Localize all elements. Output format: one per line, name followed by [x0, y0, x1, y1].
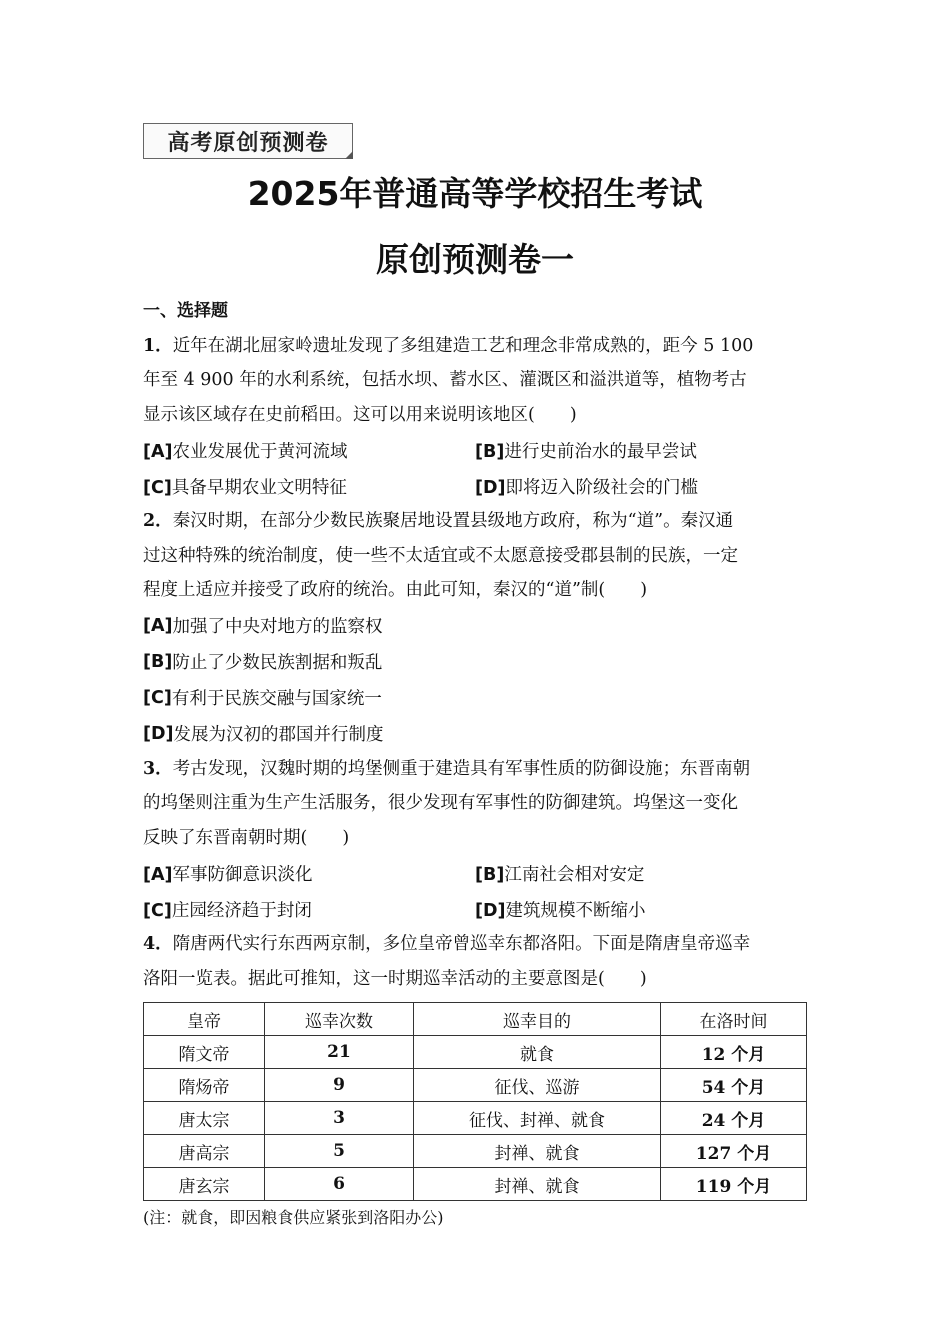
table-row: [144, 1102, 807, 1135]
table-cell: 就食: [414, 1036, 661, 1069]
option-text: 具备早期农业文明特征: [171, 477, 347, 498]
table-cell: 5: [265, 1135, 414, 1168]
table-header-row: [144, 1003, 807, 1036]
table-cell: 127 个月: [661, 1135, 807, 1168]
question-text: 程度上适应并接受了政府的统治。由此可知，秦汉的“道”制( ): [143, 580, 648, 600]
option-text: 发展为汉初的郡国并行制度: [173, 725, 384, 745]
option-text: 建筑规模不断缩小: [505, 900, 646, 921]
question-number: 1．: [143, 335, 173, 356]
table-cell: 封禅、就食: [414, 1135, 661, 1168]
option-text: 江南社会相对安定: [504, 864, 645, 885]
question-text: 考古发现，汉魏时期的坞堡侧重于建造具有军事性质的防御设施；东晋南朝: [172, 758, 751, 779]
question-4: [143, 927, 807, 996]
option-letter: [C]: [143, 900, 172, 921]
option-letter: [D]: [475, 900, 506, 921]
options-row: [143, 855, 807, 891]
column-header: 皇帝: [144, 1003, 265, 1036]
option-letter: [A]: [143, 864, 173, 885]
option-a[interactable]: [143, 438, 475, 463]
table-cell: 唐高宗: [144, 1135, 265, 1168]
question-text: 反映了东晋南朝时期( ): [143, 827, 350, 848]
question-text: 年至 4 900 年的水利系统，包括水坝、蓄水区、灌溉区和溢洪道等，植物考古: [143, 370, 747, 390]
question-line: [143, 752, 807, 787]
question-text: 过这种特殊的统治制度，使一些不太适宜或不太愿意接受郡县制的民族，一定: [143, 545, 738, 566]
option-letter: [B]: [143, 651, 173, 672]
option-letter: [D]: [143, 723, 174, 744]
option-d[interactable]: [475, 897, 807, 922]
table-cell: 119 个月: [661, 1168, 807, 1201]
table-note: (注：就食，即因粮食供应紧张到洛阳办公): [143, 1208, 444, 1227]
options-row: [143, 432, 807, 468]
column-header: 在洛时间: [661, 1003, 807, 1036]
table-cell: 12 个月: [661, 1036, 807, 1069]
page-subtitle: 原创预测卷一: [376, 240, 574, 279]
page-title: 2025年普通高等学校招生考试: [247, 174, 703, 213]
question-line: [143, 329, 807, 364]
question-3: [143, 752, 807, 856]
table-cell: 封禅、就食: [414, 1168, 661, 1201]
option-d[interactable]: [475, 474, 807, 499]
exam-type-badge: [143, 123, 353, 159]
option-b[interactable]: [143, 644, 807, 680]
option-letter: [C]: [143, 477, 172, 498]
question-text: 的坞堡则注重为生产生活服务，很少发现有军事性的防御建筑。坞堡这一变化: [143, 793, 738, 813]
table-cell: 6: [265, 1168, 414, 1201]
table-cell: 24 个月: [661, 1102, 807, 1135]
badge-corner-decoration: [345, 151, 353, 159]
exam-content: [143, 294, 807, 1233]
table-row: [144, 1069, 807, 1102]
question-1: [143, 329, 807, 433]
option-a[interactable]: [143, 608, 807, 644]
options-row: [143, 468, 807, 504]
option-letter: [A]: [143, 615, 173, 636]
table-row: [144, 1135, 807, 1168]
table-row: [144, 1036, 807, 1069]
table-cell: 征伐、封禅、就食: [414, 1102, 661, 1135]
question-number: 2．: [143, 511, 173, 531]
table-cell: 隋文帝: [144, 1036, 265, 1069]
option-letter: [A]: [143, 441, 173, 462]
option-letter: [B]: [475, 441, 505, 462]
table-cell: 唐玄宗: [144, 1168, 265, 1201]
option-c[interactable]: [143, 474, 475, 499]
column-header: 巡幸目的: [414, 1003, 661, 1036]
table-cell: 21: [265, 1036, 414, 1069]
table-cell: 唐太宗: [144, 1102, 265, 1135]
option-b[interactable]: [475, 861, 807, 886]
column-header: 巡幸次数: [265, 1003, 414, 1036]
option-text: 进行史前治水的最早尝试: [504, 441, 697, 462]
question-line: [143, 504, 807, 539]
emperor-visits-table: [143, 1002, 807, 1201]
option-text: 加强了中央对地方的监察权: [172, 617, 383, 637]
question-text: 显示该区域存在史前稻田。这可以用来说明该地区( ): [143, 404, 577, 425]
question-2: [143, 504, 807, 608]
options-row: [143, 891, 807, 927]
option-a[interactable]: [143, 861, 475, 886]
table-cell: 54 个月: [661, 1069, 807, 1102]
option-c[interactable]: [143, 897, 475, 922]
question-text: 近年在湖北屈家岭遗址发现了多组建造工艺和理念非常成熟的，距今 5 100: [172, 335, 754, 356]
badge-label: 高考原创预测卷: [167, 129, 329, 156]
question-text: 秦汉时期，在部分少数民族聚居地设置县级地方政府，称为“道”。秦汉通: [172, 511, 734, 531]
question-number: 3．: [143, 758, 173, 779]
option-text: 即将迈入阶级社会的门槛: [505, 477, 699, 498]
option-c[interactable]: [143, 680, 807, 716]
table-row: [144, 1168, 807, 1201]
option-letter: [B]: [475, 864, 505, 885]
option-text: 农业发展优于黄河流域: [172, 441, 348, 462]
table-cell: 9: [265, 1069, 414, 1102]
option-b[interactable]: [475, 438, 807, 463]
section-title: 一、选择题: [143, 301, 228, 321]
option-text: 庄园经济趋于封闭: [171, 900, 312, 921]
question-text: 洛阳一览表。据此可推知，这一时期巡幸活动的主要意图是( ): [143, 968, 647, 989]
option-letter: [D]: [475, 477, 506, 498]
table-cell: 3: [265, 1102, 414, 1135]
table-cell: 隋炀帝: [144, 1069, 265, 1102]
question-line: [143, 927, 807, 962]
option-text: 军事防御意识淡化: [172, 864, 313, 885]
question-text: 隋唐两代实行东西两京制，多位皇帝曾巡幸东都洛阳。下面是隋唐皇帝巡幸: [172, 934, 751, 954]
option-text: 有利于民族交融与国家统一: [171, 689, 382, 709]
option-text: 防止了少数民族割据和叛乱: [172, 653, 383, 673]
table-cell: 征伐、巡游: [414, 1069, 661, 1102]
option-letter: [C]: [143, 687, 172, 708]
question-number: 4．: [143, 934, 173, 954]
option-d[interactable]: [143, 716, 807, 752]
